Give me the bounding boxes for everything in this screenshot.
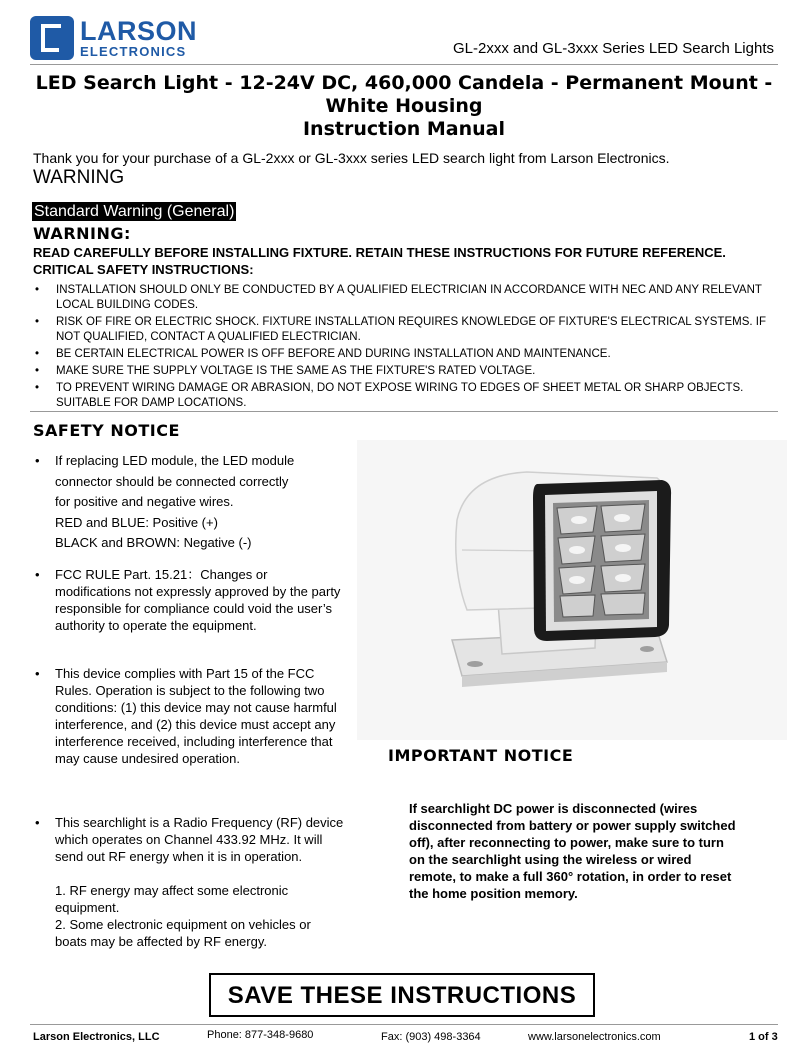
safety-item-rf-device (35, 814, 345, 950)
footer-fax: Fax: (903) 498-3364 (381, 1031, 481, 1043)
safety-item-led-module (35, 451, 345, 554)
bullet-icon: • (35, 815, 40, 830)
safety-text: FCC RULE Part. 15.21：Changes or modifications not expressly approved by the party responsible for compliance could void the user’s authority to operate the equipment. (55, 567, 341, 633)
footer-phone: Phone: 877-348-9680 (207, 1029, 314, 1041)
warning-item: • RISK OF FIRE OR ELECTRIC SHOCK. FIXTURE INSTALLATION REQUIRES KNOWLEDGE OF FIXTURE'S ELECTRICAL SYSTEMS. IF NOT QUALIFIED, CONTACT A QUALIFIED ELECTRICIAN. (33, 315, 773, 345)
read-carefully-text (33, 244, 783, 278)
safety-text: This searchlight is a Radio Frequency (RF) device which operates on Channel 433.92 MHz. It will send out RF energy when it is in operation. (55, 815, 344, 864)
important-notice-title: IMPORTANT NOTICE (388, 746, 574, 765)
safety-text: connector should be connected correctly (55, 473, 289, 489)
thank-you-text: Thank you for your purchase of a GL-2xxx or GL-3xxx series LED search light from Larson Electronics. (33, 150, 670, 166)
warning-item: • INSTALLATION SHOULD ONLY BE CONDUCTED BY A QUALIFIED ELECTRICIAN IN ACCORDANCE WITH NEC AND ANY RELEVANT LOCAL BUILDING CODES. (33, 283, 773, 313)
logo-mark-icon (30, 16, 74, 60)
larson-logo (30, 16, 200, 64)
warning-item: • TO PREVENT WIRING DAMAGE OR ABRASION, DO NOT EXPOSE WIRING TO EDGES OF SHEET METAL OR SHARP OBJECTS. SUITABLE FOR DAMP LOCATIONS. (33, 381, 773, 411)
warning-item: • BE CERTAIN ELECTRICAL POWER IS OFF BEFORE AND DURING INSTALLATION AND MAINTENANCE. (33, 347, 773, 362)
safety-item-fcc-compliance (35, 665, 345, 767)
safety-text: This device complies with Part 15 of the FCC Rules. Operation is subject to the following two conditions: (1) this device may not cause harmful interference, and (2) this device must accept any interference received, including interference that may cause undesired operation. (55, 666, 337, 766)
title-line-1: LED Search Light - 12-24V DC, 460,000 Candela - Permanent Mount - (35, 72, 773, 94)
warning-item: • MAKE SURE THE SUPPLY VOLTAGE IS THE SAME AS THE FIXTURE'S RATED VOLTAGE. (33, 364, 773, 379)
title-line-2: White Housing (325, 95, 483, 117)
safety-text: for positive and negative wires. (55, 494, 234, 509)
section-divider (30, 411, 778, 412)
save-instructions-banner: SAVE THESE INSTRUCTIONS (209, 973, 595, 1017)
standard-warning-label: Standard Warning (General) (34, 203, 235, 220)
safety-text: 1. RF energy may affect some electronic equipment. (55, 883, 289, 915)
bullet-icon: • (35, 666, 40, 681)
searchlight-icon (357, 440, 787, 740)
footer-divider (30, 1024, 778, 1025)
logo-name: LARSON (80, 16, 197, 46)
warning-heading: WARNING (33, 167, 125, 188)
read-carefully-line-1: READ CAREFULLY BEFORE INSTALLING FIXTURE. RETAIN THESE INSTRUCTIONS FOR FUTURE REFERENCE. (33, 245, 726, 260)
footer-website: www.larsonelectronics.com (528, 1031, 661, 1043)
important-notice-text: If searchlight DC power is disconnected (wires disconnected from battery or power supply switched off), after reconnecting to power, make sure to turn on the searchlight using the wireless or wired remote, to make a full 360° rotation, in order to reset the home position memory. (409, 801, 736, 901)
footer-company: Larson Electronics, LLC (33, 1031, 160, 1043)
safety-item-fcc-rule (35, 566, 345, 634)
safety-notice-title: SAFETY NOTICE (33, 421, 180, 440)
safety-text: RED and BLUE: Positive (+) (55, 514, 218, 530)
bullet-icon: • (35, 453, 40, 468)
read-carefully-line-2: CRITICAL SAFETY INSTRUCTIONS: (33, 262, 254, 277)
title-line-3: Instruction Manual (302, 118, 506, 140)
safety-text: If replacing LED module, the LED module (55, 453, 295, 468)
warning-list (33, 283, 773, 413)
logo-subname: ELECTRONICS (80, 44, 187, 59)
safety-text: 2. Some electronic equipment on vehicles or boats may be affected by RF energy. (55, 917, 311, 949)
header-divider (30, 64, 778, 65)
document-title (30, 72, 778, 141)
searchlight-product-image (357, 440, 787, 740)
bullet-icon: • (35, 567, 40, 582)
header-series: GL-2xxx and GL-3xxx Series LED Search Lights (453, 40, 774, 57)
footer-page-number: 1 of 3 (749, 1031, 778, 1043)
warning-subheading: WARNING: (33, 224, 131, 243)
safety-text: BLACK and BROWN: Negative (-) (55, 535, 252, 550)
